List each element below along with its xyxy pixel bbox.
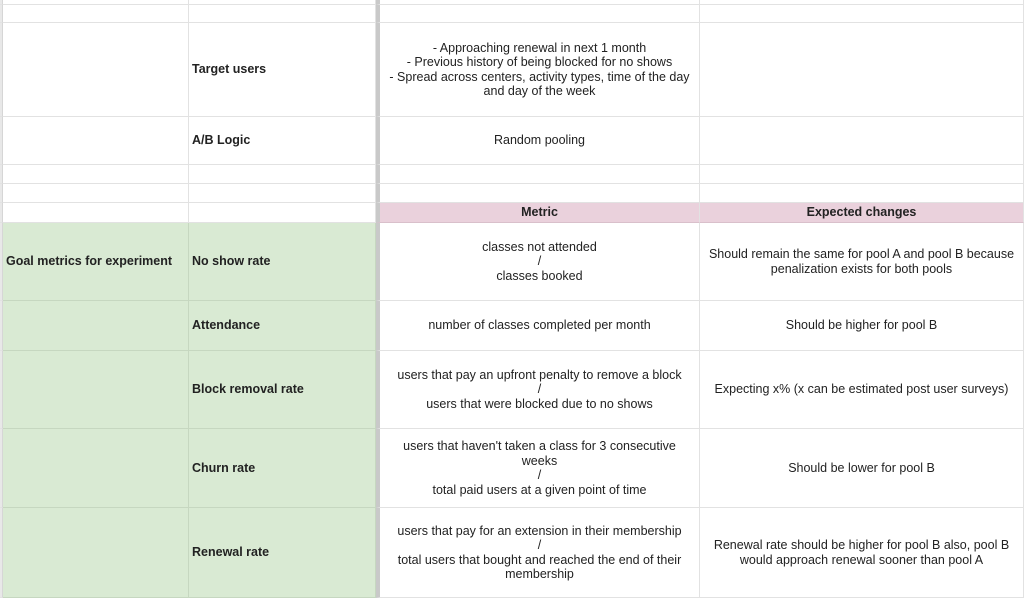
goal-metrics-label[interactable]: Goal metrics for experiment [3,223,189,301]
ab-logic-label[interactable]: A/B Logic [189,117,376,165]
formula-line: classes booked [496,268,583,283]
cell[interactable] [376,184,700,203]
metric-name[interactable]: Churn rate [189,429,376,508]
metric-name[interactable]: Renewal rate [189,508,376,598]
expected-line: would approach renewal sooner than pool A [739,552,984,567]
metric-formula[interactable] [376,223,700,301]
cell[interactable] [189,5,376,23]
cell[interactable] [189,184,376,203]
cell[interactable] [3,165,189,184]
formula-line: users that pay for an extension in their membership [397,523,682,538]
cell[interactable] [3,429,189,508]
formula-line: classes not attended [482,239,597,254]
metric-formula[interactable] [376,508,700,598]
cell[interactable] [3,117,189,165]
expected-line: penalization exists for both pools [770,261,953,276]
target-users-line: - Spread across centers, activity types, time of the day [389,69,690,84]
formula-line: users that were blocked due to no shows [426,396,653,411]
formula-line: membership [505,567,574,581]
cell[interactable] [189,165,376,184]
formula-line: total users that bought and reached the end of their [397,552,682,567]
metric-name[interactable]: Attendance [189,301,376,351]
cell[interactable] [376,165,700,184]
metric-name[interactable]: Block removal rate [189,351,376,429]
cell[interactable] [700,184,1024,203]
cell[interactable] [189,203,376,223]
formula-line: total paid users at a given point of time [432,482,647,497]
formula-lines [397,368,681,412]
cell[interactable] [3,23,189,117]
cell[interactable] [3,508,189,598]
expected-change[interactable] [700,508,1024,598]
formula-line: / [537,538,542,552]
formula-line: / [537,382,542,397]
target-users-line: - Approaching renewal in next 1 month [432,40,647,55]
target-users-lines [389,41,689,99]
expected-change[interactable] [700,223,1024,301]
metric-formula[interactable] [376,351,700,429]
cell[interactable] [3,203,189,223]
formula-line: / [537,468,542,482]
formula-line: users that haven't taken a class for 3 consecutive weeks [403,439,676,468]
target-users-line: and day of the week [483,84,596,98]
expected-changes-header[interactable]: Expected changes [700,203,1024,223]
formula-lines [397,524,681,582]
cell[interactable] [3,301,189,351]
expected-lines [709,247,1014,276]
expected-change[interactable]: Expecting x% (x can be estimated post user surveys) [700,351,1024,429]
cell[interactable] [3,351,189,429]
formula-line: / [537,254,542,269]
cell[interactable] [3,184,189,203]
expected-lines [714,538,1009,567]
target-users-value[interactable] [376,23,700,117]
cell[interactable] [700,165,1024,184]
expected-change[interactable]: Should be higher for pool B [700,301,1024,351]
metric-header[interactable]: Metric [376,203,700,223]
expected-line: Should remain the same for pool A and pool B because [708,247,1015,261]
cell[interactable] [700,117,1024,165]
formula-lines [386,439,693,497]
formula-lines [482,240,597,284]
cell[interactable] [376,5,700,23]
expected-line: Renewal rate should be higher for pool B also, pool B [713,538,1010,552]
formula-line: users that pay an upfront penalty to remove a block [397,367,682,382]
metric-name[interactable]: No show rate [189,223,376,301]
target-users-label[interactable]: Target users [189,23,376,117]
cell[interactable] [3,5,189,23]
metric-formula[interactable] [376,429,700,508]
cell[interactable] [700,23,1024,117]
expected-change[interactable]: Should be lower for pool B [700,429,1024,508]
target-users-line: - Previous history of being blocked for no shows [406,55,673,69]
cell[interactable] [700,5,1024,23]
ab-logic-value[interactable]: Random pooling [376,117,700,165]
metric-formula[interactable]: number of classes completed per month [376,301,700,351]
